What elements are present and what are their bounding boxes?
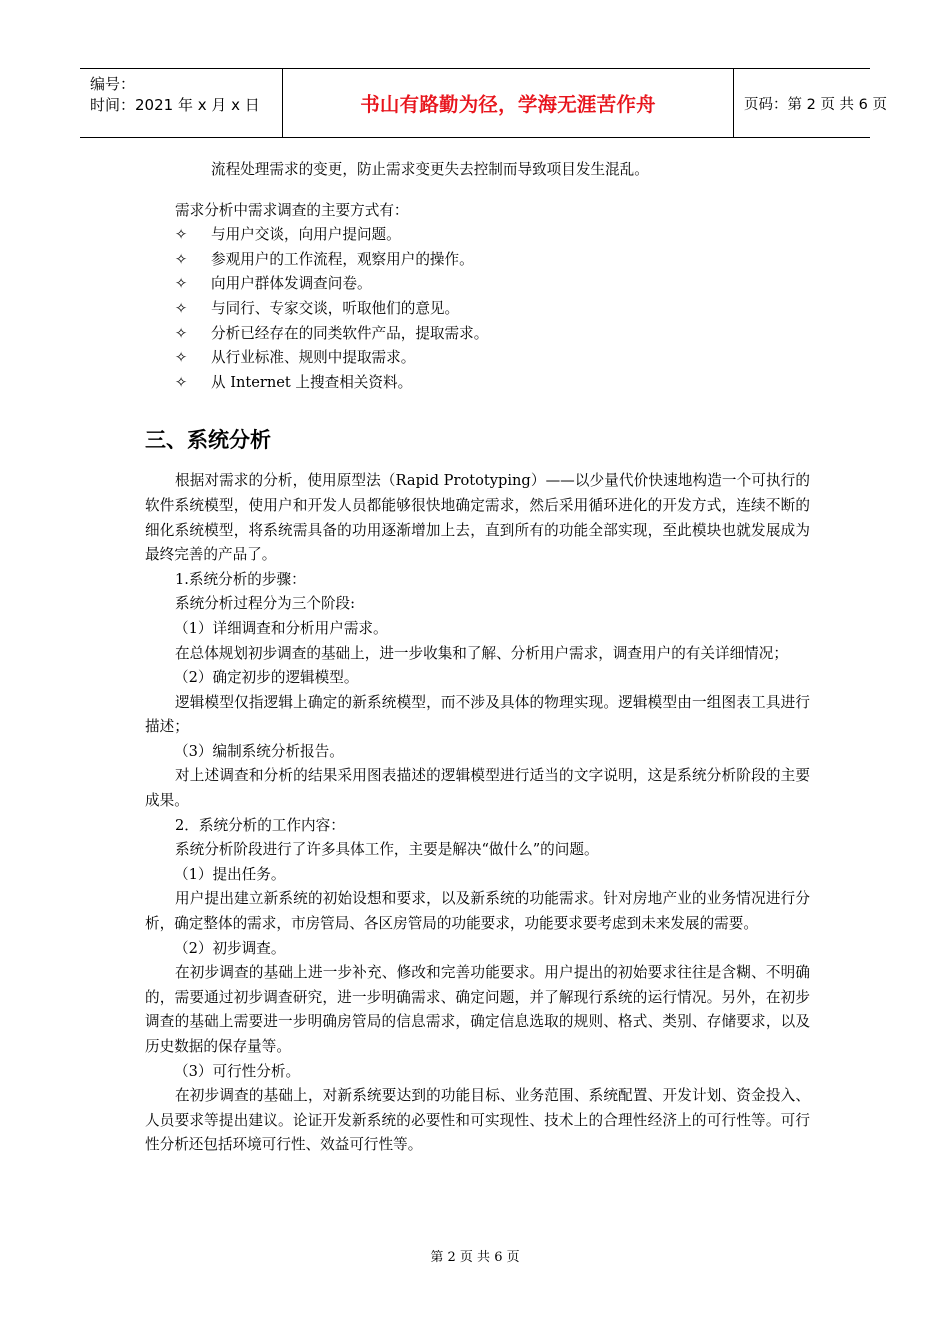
list-item: ✧ 参观用户的工作流程，观察用户的操作。 — [145, 248, 810, 273]
continuation-paragraph: 流程处理需求的变更，防止需求变更失去控制而导致项目发生混乱。 — [211, 161, 649, 178]
diamond-bullet-icon: ✧ — [175, 373, 188, 391]
diamond-bullet-icon: ✧ — [175, 349, 188, 367]
document-number-label: 编号： — [90, 75, 136, 93]
diamond-bullet-icon: ✧ — [175, 299, 188, 317]
sub-step-heading: （1）提出任务。 — [174, 865, 286, 883]
page-header — [80, 68, 887, 138]
sub-step-heading: （3）编制系统分析报告。 — [174, 742, 344, 760]
body-paragraph: 逻辑模型仅指逻辑上确定的新系统模型，而不涉及具体的物理实现。逻辑模型由一组图表工具进行描述； — [145, 693, 810, 736]
body-paragraph: 在初步调查的基础上进一步补充、修改和完善功能要求。用户提出的初始要求往往是含糊、不明确的，需要通过初步调查研究，进一步明确需求、确定问题，并了解现行系统的运行情况。另外，在初步调查的基础上需要进一步明确房管局的信息需求，确定信息选取的规则、格式、类别、存储要求，以及历史数据的保存量等。 — [145, 964, 810, 1055]
sub-step-heading: （2）确定初步的逻辑模型。 — [174, 669, 359, 687]
document-date-label: 时间：2021 年 x 月 x 日 — [90, 96, 260, 114]
list-item: ✧ 分析已经存在的同类软件产品，提取需求。 — [145, 322, 810, 347]
body-paragraph: 系统分析过程分为三个阶段: — [175, 595, 356, 613]
diamond-bullet-icon: ✧ — [175, 250, 188, 268]
list-item: ✧ 与同行、专家交谈，听取他们的意见。 — [145, 297, 810, 322]
diamond-bullet-icon: ✧ — [175, 324, 188, 342]
body-paragraph: 用户提出建立新系统的初始设想和要求，以及新系统的功能需求。针对房地产业的业务情况进行分析，确定整体的需求，市房管局、各区房管局的功能要求，功能要求要考虑到未来发展的需要。 — [145, 890, 810, 933]
header-left-cell — [80, 69, 282, 137]
survey-methods-list — [145, 223, 810, 395]
header-motto: 书山有路勤为径，学海无涯苦作舟 — [360, 93, 656, 116]
body-paragraph: 在总体规划初步调查的基础上，进一步收集和了解、分析用户需求，调查用户的有关详细情况； — [175, 644, 788, 662]
paragraph-gap — [145, 183, 810, 199]
list-item: ✧ 与用户交谈，向用户提问题。 — [145, 223, 810, 248]
sub-step-heading: （2）初步调查。 — [174, 939, 286, 957]
header-page-cell — [734, 69, 887, 137]
document-body — [145, 158, 810, 1158]
body-paragraph: 系统分析阶段进行了许多具体工作，主要是解决“做什么”的问题。 — [175, 841, 599, 859]
body-paragraph: 根据对需求的分析，使用原型法（Rapid Prototyping）——以少量代价快速地构造一个可执行的软件系统模型，使用户和开发人员都能够很快地确定需求，然后采用循环进化的开发方式，连续不断的细化系统模型，将系统需具备的功用逐渐增加上去，直到所有的功能全部实现，至此模块也就发展成为最终完善的产品了。 — [145, 472, 810, 564]
section-heading: 三、系统分析 — [145, 428, 271, 453]
diamond-bullet-icon: ✧ — [175, 226, 188, 244]
step-heading: 1.系统分析的步骤： — [175, 570, 306, 588]
sub-step-heading: （1）详细调查和分析用户需求。 — [174, 619, 388, 637]
list-item: ✧ 从行业标准、规则中提取需求。 — [145, 346, 810, 371]
diamond-bullet-icon: ✧ — [175, 275, 188, 293]
body-paragraph: 在初步调查的基础上，对新系统要达到的功能目标、业务范围、系统配置、开发计划、资金投入、人员要求等提出建议。论证开发新系统的必要性和可实现性、技术上的合理性经济上的可行性等。可行性分析还包括环境可行性、效益可行性等。 — [145, 1087, 810, 1154]
step-heading: 2．系统分析的工作内容： — [175, 816, 345, 834]
header-page-number: 页码：第 2 页 共 6 页 — [744, 96, 887, 113]
sub-step-heading: （3）可行性分析。 — [174, 1062, 301, 1080]
footer-page-number: 第 2 页 共 6 页 — [430, 1250, 520, 1265]
header-motto-cell — [282, 69, 734, 137]
page-footer — [0, 1246, 950, 1265]
body-paragraph: 对上述调查和分析的结果采用图表描述的逻辑模型进行适当的文字说明，这是系统分析阶段的主要成果。 — [145, 767, 810, 810]
list-item: ✧ 从 Internet 上搜查相关资料。 — [145, 371, 810, 396]
survey-intro: 需求分析中需求调查的主要方式有： — [175, 201, 409, 219]
list-item: ✧ 向用户群体发调查问卷。 — [145, 272, 810, 297]
